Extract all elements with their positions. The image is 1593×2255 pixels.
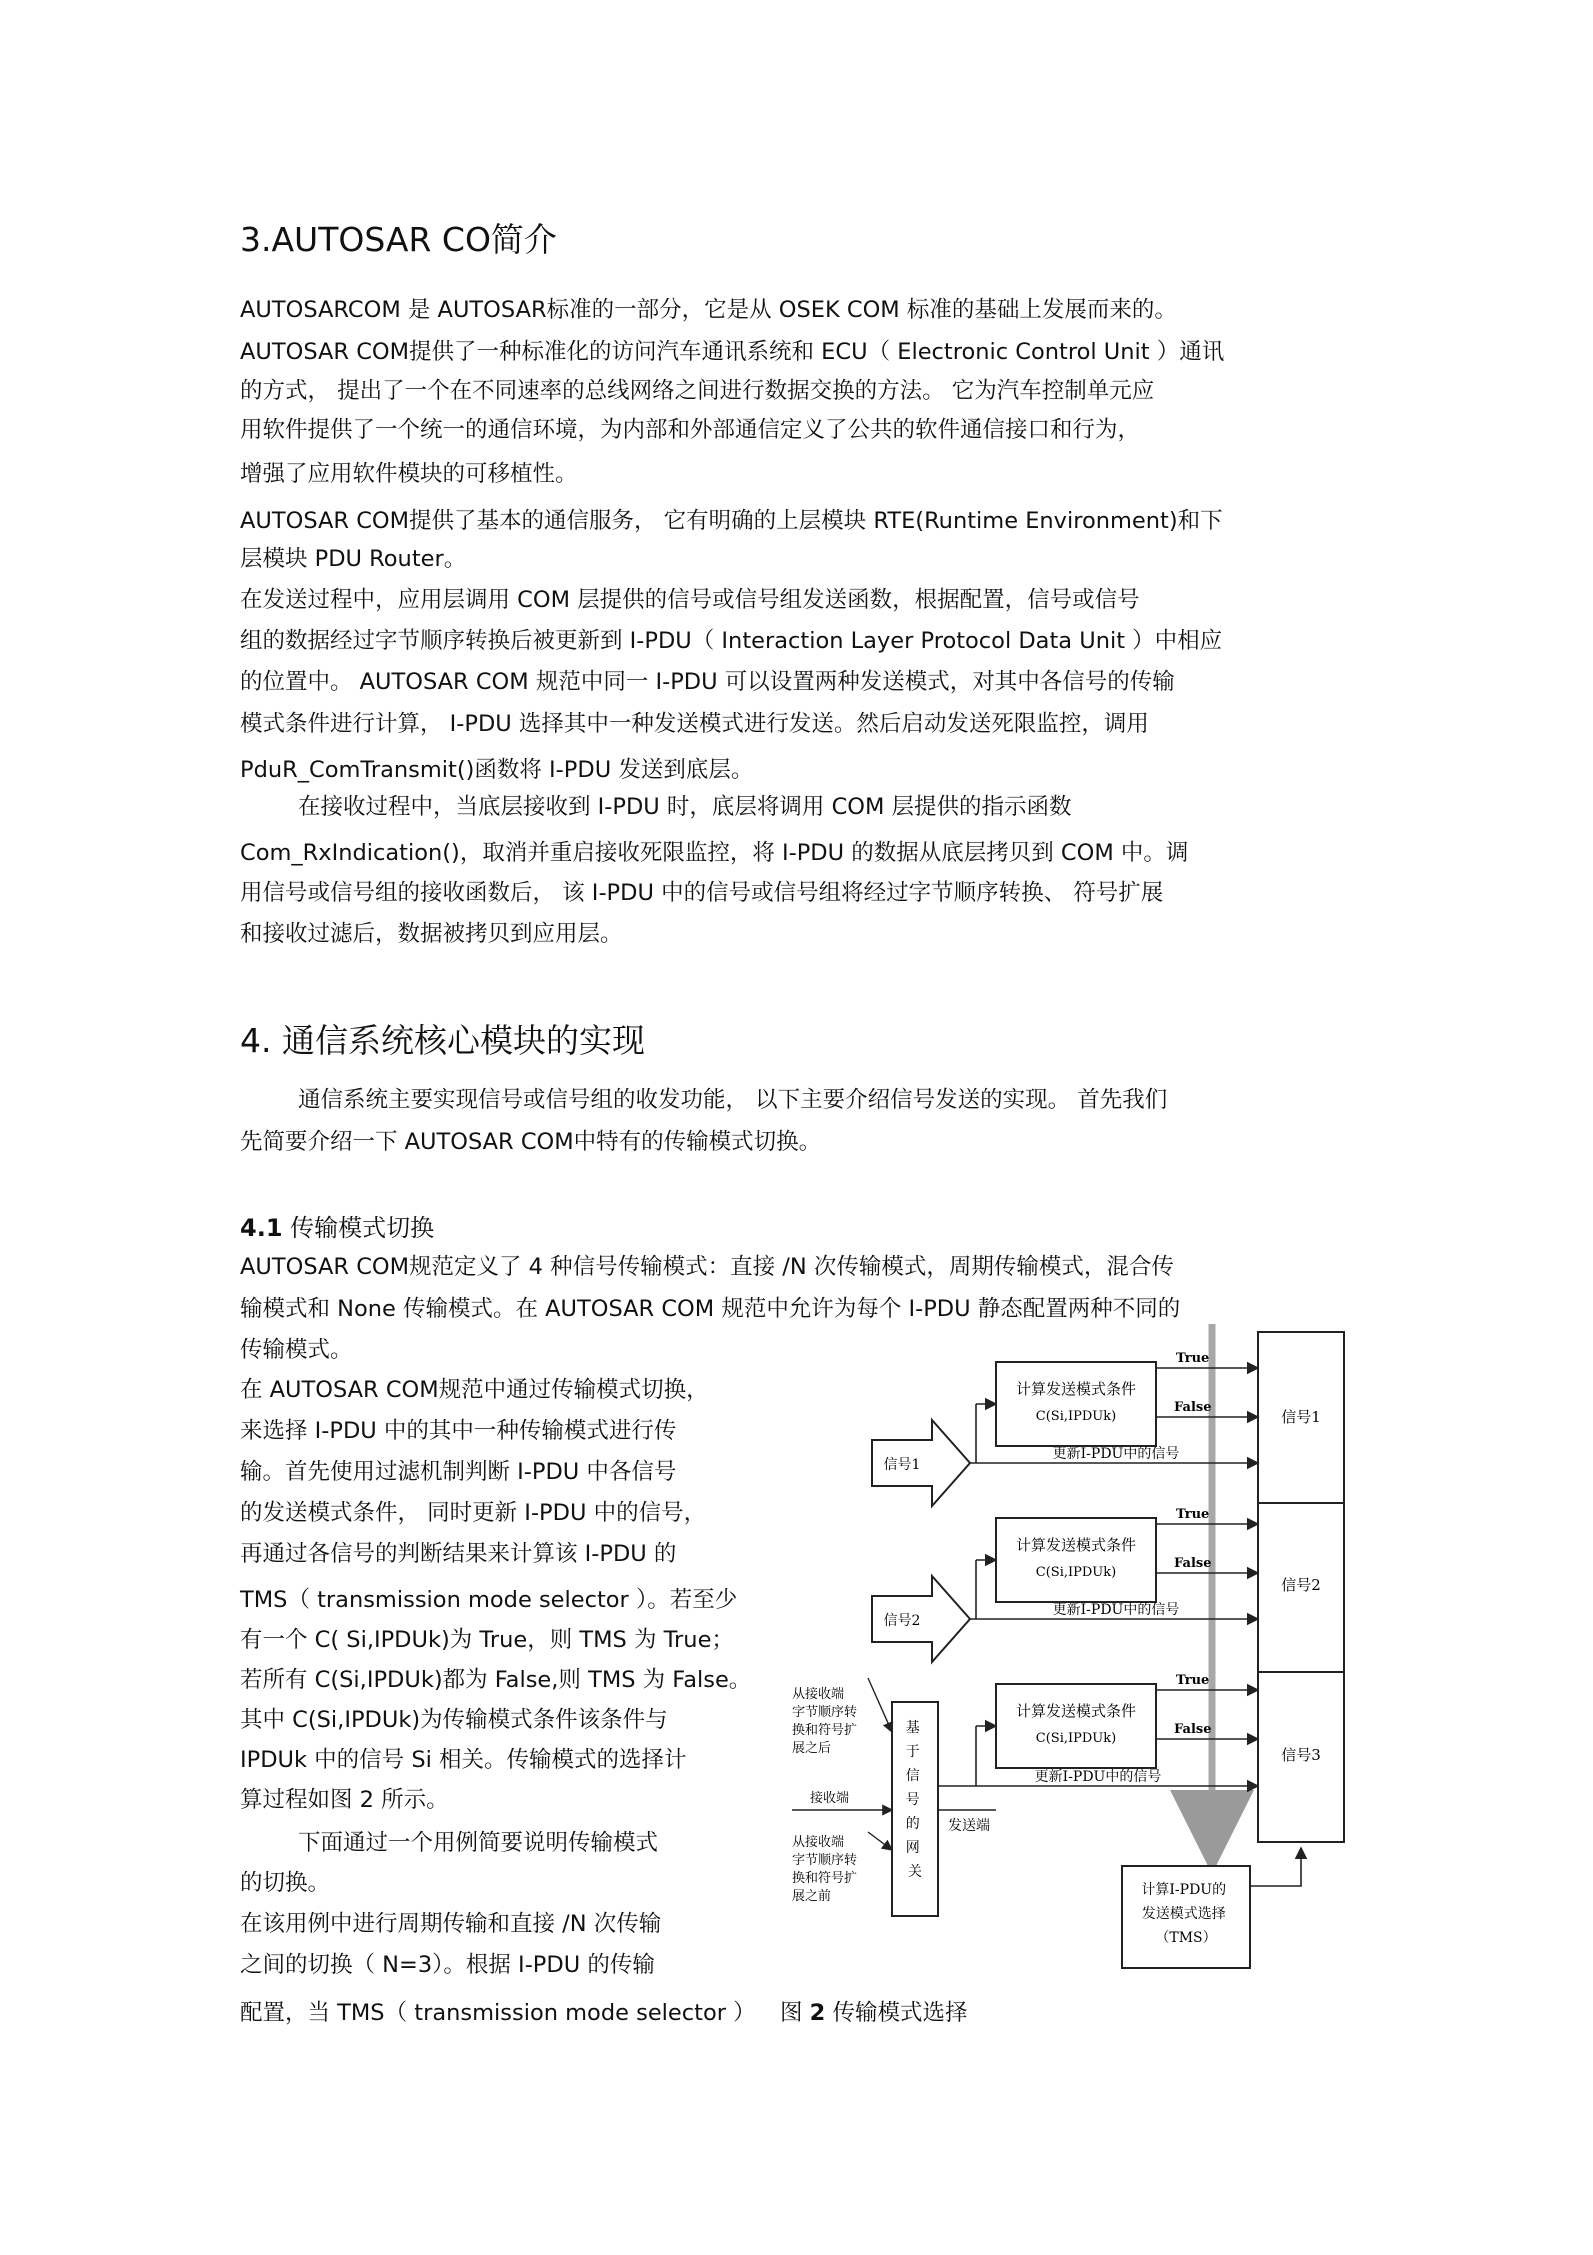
body-line: 和接收过滤后，数据被拷贝到应用层。 <box>240 921 623 947</box>
update-label-2: 更新I-PDU中的信号 <box>1052 1602 1180 1618</box>
calc-condition-box-3 <box>996 1684 1156 1768</box>
body-line: IPDUk 中的信号 Si 相关。传输模式的选择计 <box>240 1747 687 1773</box>
calc-condition-label-3: 计算发送模式条件 <box>1015 1702 1137 1720</box>
body-line: AUTOSARCOM 是 AUTOSAR标准的一部分，它是从 OSEK COM 标准的基础上发展而来的。 <box>240 297 1177 323</box>
section-heading-text: 传输模式切换 <box>290 1214 435 1242</box>
figure-caption-prefix: 图 <box>780 2000 803 2026</box>
gateway-label: 基 于 信 号 的 网 关 <box>905 1720 922 1880</box>
send-end-label: 发送端 <box>948 1818 990 1834</box>
body-line: 算过程如图 2 所示。 <box>240 1787 449 1813</box>
body-line: 输模式和 None 传输模式。在 AUTOSAR COM 规范中允许为每个 I-PDU 静态配置两种不同的 <box>240 1296 1181 1322</box>
body-line: 的方式， 提出了一个在不同速率的总线网络之间进行数据交换的方法。 它为汽车控制单元应 <box>240 378 1155 404</box>
body-line: 传输模式。 <box>240 1337 353 1363</box>
condition-formula-3: C(Si,IPDUk) <box>1035 1731 1117 1746</box>
body-line: 其中 C(Si,IPDUk)为传输模式条件该条件与 <box>240 1707 668 1733</box>
signal-out-1: 信号1 <box>1281 1408 1321 1426</box>
figure-caption-number: 2 <box>809 2000 826 2026</box>
figure-caption-text: 传输模式选择 <box>832 2000 968 2026</box>
body-line: 层模块 PDU Router。 <box>240 546 467 572</box>
calc-condition-box-1 <box>996 1362 1156 1446</box>
signal-in-1: 信号1 <box>883 1457 921 1473</box>
tms-label: 计算I-PDU的 发送模式选择 （TMS） <box>1141 1882 1227 1946</box>
body-line: 之间的切换（ N=3）。根据 I-PDU 的传输 <box>240 1952 655 1978</box>
rx-end-label: 接收端 <box>810 1791 850 1806</box>
calc-condition-label-2: 计算发送模式条件 <box>1015 1536 1137 1554</box>
body-line: 若所有 C(Si,IPDUk)都为 False,则 TMS 为 False。 <box>240 1667 752 1693</box>
update-label-1: 更新I-PDU中的信号 <box>1052 1446 1180 1462</box>
section-4-1-title <box>240 1208 434 1243</box>
body-line: AUTOSAR COM提供了一种标准化的访问汽车通讯系统和 ECU（ Electronic Control Unit ）通讯 <box>240 339 1225 365</box>
body-line: 模式条件进行计算， I-PDU 选择其中一种发送模式进行发送。然后启动发送死限监控，调用 <box>240 711 1149 737</box>
signal-out-2: 信号2 <box>1281 1576 1321 1594</box>
signal-in-2: 信号2 <box>883 1613 921 1629</box>
rx-after-label: 从接收端 字节顺序转 换和符号扩 展之后 <box>792 1687 858 1756</box>
update-label-3: 更新I-PDU中的信号 <box>1034 1769 1162 1785</box>
figure-caption <box>780 1995 968 2027</box>
body-line: PduR_ComTransmit()函数将 I-PDU 发送到底层。 <box>240 757 754 783</box>
calc-condition-label-1: 计算发送模式条件 <box>1015 1380 1137 1398</box>
body-line: 先简要介绍一下 AUTOSAR COM中特有的传输模式切换。 <box>240 1129 822 1155</box>
body-line: 下面通过一个用例简要说明传输模式 <box>298 1830 659 1856</box>
section-4-title: 4. 通信系统核心模块的实现 <box>240 1021 645 1060</box>
true-label-3: True <box>1176 1673 1210 1688</box>
body-line: 输。首先使用过滤机制判断 I-PDU 中各信号 <box>240 1459 677 1485</box>
body-line: 在发送过程中，应用层调用 COM 层提供的信号或信号组发送函数，根据配置，信号或信号 <box>240 587 1140 613</box>
body-line: 的切换。 <box>240 1870 331 1896</box>
false-label-1: False <box>1174 1400 1212 1415</box>
body-line: AUTOSAR COM提供了基本的通信服务， 它有明确的上层模块 RTE(Runtime Environment)和下 <box>240 508 1223 534</box>
true-label-1: True <box>1176 1351 1210 1366</box>
false-label-3: False <box>1174 1722 1212 1737</box>
body-line: 的发送模式条件， 同时更新 I-PDU 中的信号， <box>240 1500 707 1526</box>
signal-out-3: 信号3 <box>1281 1746 1321 1764</box>
body-line: 配置，当 TMS（ transmission mode selector ） <box>240 2000 756 2026</box>
transmission-mode-diagram <box>780 1320 1352 1980</box>
body-line: Com_RxIndication()，取消并重启接收死限监控，将 I-PDU 的数据从底层拷贝到 COM 中。调 <box>240 840 1189 866</box>
false-label-2: False <box>1174 1556 1212 1571</box>
condition-formula-2: C(Si,IPDUk) <box>1035 1565 1117 1580</box>
body-line: 的位置中。 AUTOSAR COM 规范中同一 I-PDU 可以设置两种发送模式，对其中各信号的传输 <box>240 669 1175 695</box>
body-line: 通信系统主要实现信号或信号组的收发功能， 以下主要介绍信号发送的实现。 首先我们 <box>298 1087 1168 1113</box>
calc-condition-box-2 <box>996 1518 1156 1602</box>
condition-formula-1: C(Si,IPDUk) <box>1035 1409 1117 1424</box>
body-line: 再通过各信号的判断结果来计算该 I-PDU 的 <box>240 1541 677 1567</box>
body-line: 组的数据经过字节顺序转换后被更新到 I-PDU（ Interaction Layer Protocol Data Unit ）中相应 <box>240 628 1223 654</box>
body-line: 在 AUTOSAR COM规范中通过传输模式切换， <box>240 1377 709 1403</box>
section-3-title: 3.AUTOSAR CO简介 <box>240 220 557 259</box>
body-line: 有一个 C( Si,IPDUk)为 True，则 TMS 为 True； <box>240 1627 734 1653</box>
body-line: 用软件提供了一个统一的通信环境，为内部和外部通信定义了公共的软件通信接口和行为， <box>240 417 1141 443</box>
body-line: 来选择 I-PDU 中的其中一种传输模式进行传 <box>240 1418 677 1444</box>
rx-before-label: 从接收端 字节顺序转 换和符号扩 展之前 <box>792 1835 858 1904</box>
body-line: AUTOSAR COM规范定义了 4 种信号传输模式：直接 /N 次传输模式，周期传输模式，混合传 <box>240 1254 1174 1280</box>
section-number: 4.1 <box>240 1214 283 1242</box>
body-line: 在该用例中进行周期传输和直接 /N 次传输 <box>240 1911 662 1937</box>
body-line: TMS（ transmission mode selector ）。若至少 <box>240 1587 738 1613</box>
body-line: 用信号或信号组的接收函数后， 该 I-PDU 中的信号或信号组将经过字节顺序转换、 符号扩展 <box>240 880 1164 906</box>
true-label-2: True <box>1176 1507 1210 1522</box>
body-line: 增强了应用软件模块的可移植性。 <box>240 461 578 487</box>
body-line: 在接收过程中，当底层接收到 I-PDU 时，底层将调用 COM 层提供的指示函数 <box>298 794 1072 820</box>
